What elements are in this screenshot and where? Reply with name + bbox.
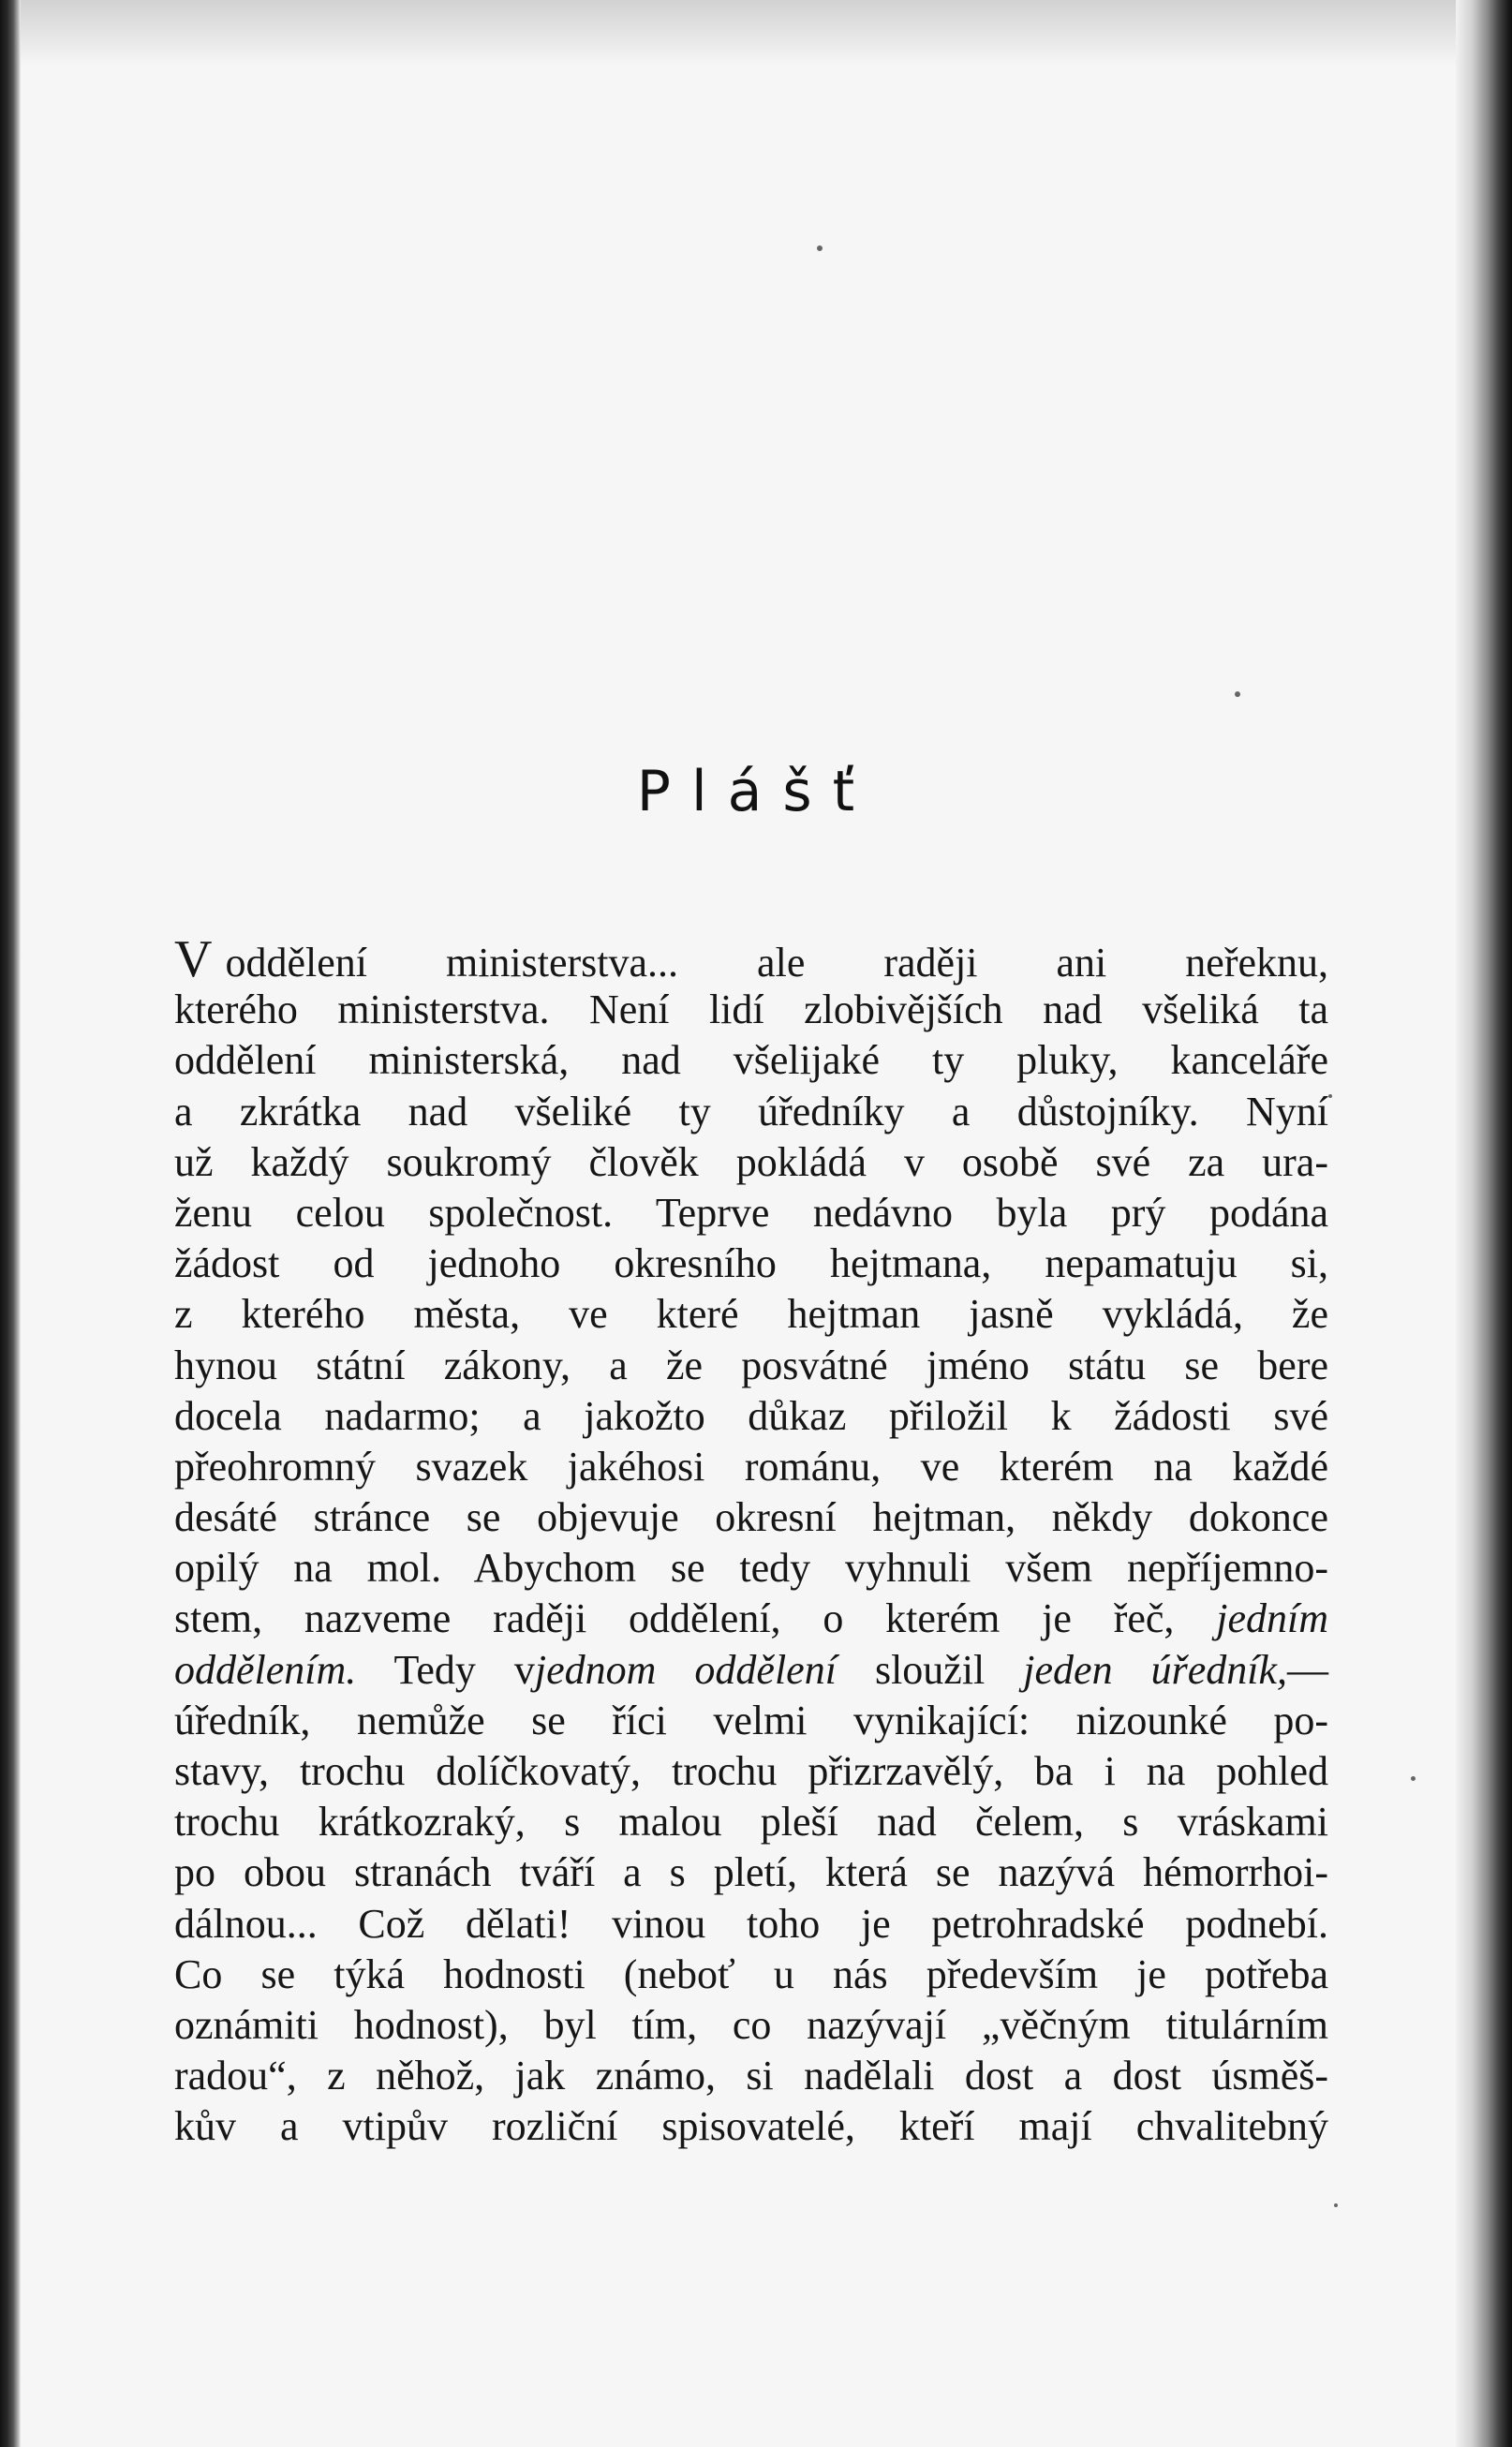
text-line [174, 1645, 1328, 1696]
body-text [174, 930, 1328, 2153]
text-line: oznámiti hodnost), byl tím, co nazývají „věčným titulárním [174, 2001, 1328, 2048]
text-line: stavy, trochu dolíčkovatý, trochu přizrzavělý, ba i na pohled [174, 1748, 1328, 1794]
text-line [174, 1594, 1328, 1644]
text-line: kův a vtipův rozliční spisovatelé, kteří mají chvalitebný [174, 2103, 1328, 2150]
text-line: po obou stranách tváří a s pletí, která se nazývá hémorrhoi- [174, 1849, 1328, 1896]
text-line: radou“, z něhož, jak známo, si nadělali dost a dost úsměš- [174, 2053, 1328, 2099]
text-line: přeohromný svazek jakéhosi románu, ve kterém na každé [174, 1443, 1328, 1490]
paper-speck [1334, 2203, 1338, 2207]
text-line: docela nadarmo; a jakožto důkaz přiložil k žádosti své [174, 1392, 1328, 1439]
text-line: už každý soukromý člověk pokládá v osobě své za ura- [174, 1138, 1328, 1185]
text-line: oddělení ministerská, nad všelijaké ty pluky, kanceláře [174, 1037, 1328, 1084]
page-left-edge-shadow [0, 0, 21, 2447]
italic-segment: jeden úředník, [1023, 1646, 1287, 1693]
text-line [174, 930, 1328, 988]
italic-segment: jednom oddělení [534, 1646, 837, 1693]
text-segment: stem, nazveme raději oddělení, o kterém je řeč, [174, 1595, 1175, 1642]
text-line: trochu krátkozraký, s malou pleší nad čelem, s vráskami [174, 1799, 1328, 1846]
text-line: z kterého města, ve které hejtman jasně vykládá, že [174, 1291, 1328, 1338]
text-line: hynou státní zákony, a že posvátné jméno státu se bere [174, 1342, 1328, 1388]
first-line-text: oddělení ministerstva... ale raději ani neřeknu, [225, 940, 1328, 986]
text-line: kterého ministerstva. Není lidí zlobivějších nad všeliká ta [174, 986, 1328, 1033]
text-line: opilý na mol. Abychom se tedy vyhnuli všem nepříjemno- [174, 1545, 1328, 1592]
italic-segment: oddělením. [174, 1646, 357, 1693]
text-line: desáté stránce se objevuje okresní hejtman, někdy dokonce [174, 1494, 1328, 1541]
page-top-shading [0, 0, 1512, 66]
paper-speck [1328, 1094, 1332, 1098]
page-right-edge-shadow [1456, 0, 1512, 2447]
text-segment: Tedy v [393, 1646, 535, 1693]
text-line: ženu celou společnost. Teprve nedávno byla prý podána [174, 1189, 1328, 1236]
text-line: a zkrátka nad všeliké ty úředníky a důstojníky. Nyní [174, 1088, 1328, 1135]
initial-letter: V [174, 930, 213, 988]
paper-speck [1235, 691, 1240, 697]
chapter-title: Plášť [636, 759, 876, 824]
paper-speck [817, 245, 823, 251]
em-dash: — [1287, 1646, 1328, 1693]
text-line: úředník, nemůže se říci velmi vynikající: nizounké po- [174, 1697, 1328, 1743]
text-line: dálnou... Což dělati! vinou toho je petrohradské podnebí. [174, 1900, 1328, 1947]
italic-segment: jedním [1216, 1595, 1328, 1642]
text-segment: sloužil [874, 1646, 986, 1693]
text-line: žádost od jednoho okresního hejtmana, nepamatuju si, [174, 1240, 1328, 1287]
text-line: Co se týká hodnosti (neboť u nás především je potřeba [174, 1950, 1328, 1997]
paper-speck [1411, 1776, 1416, 1781]
